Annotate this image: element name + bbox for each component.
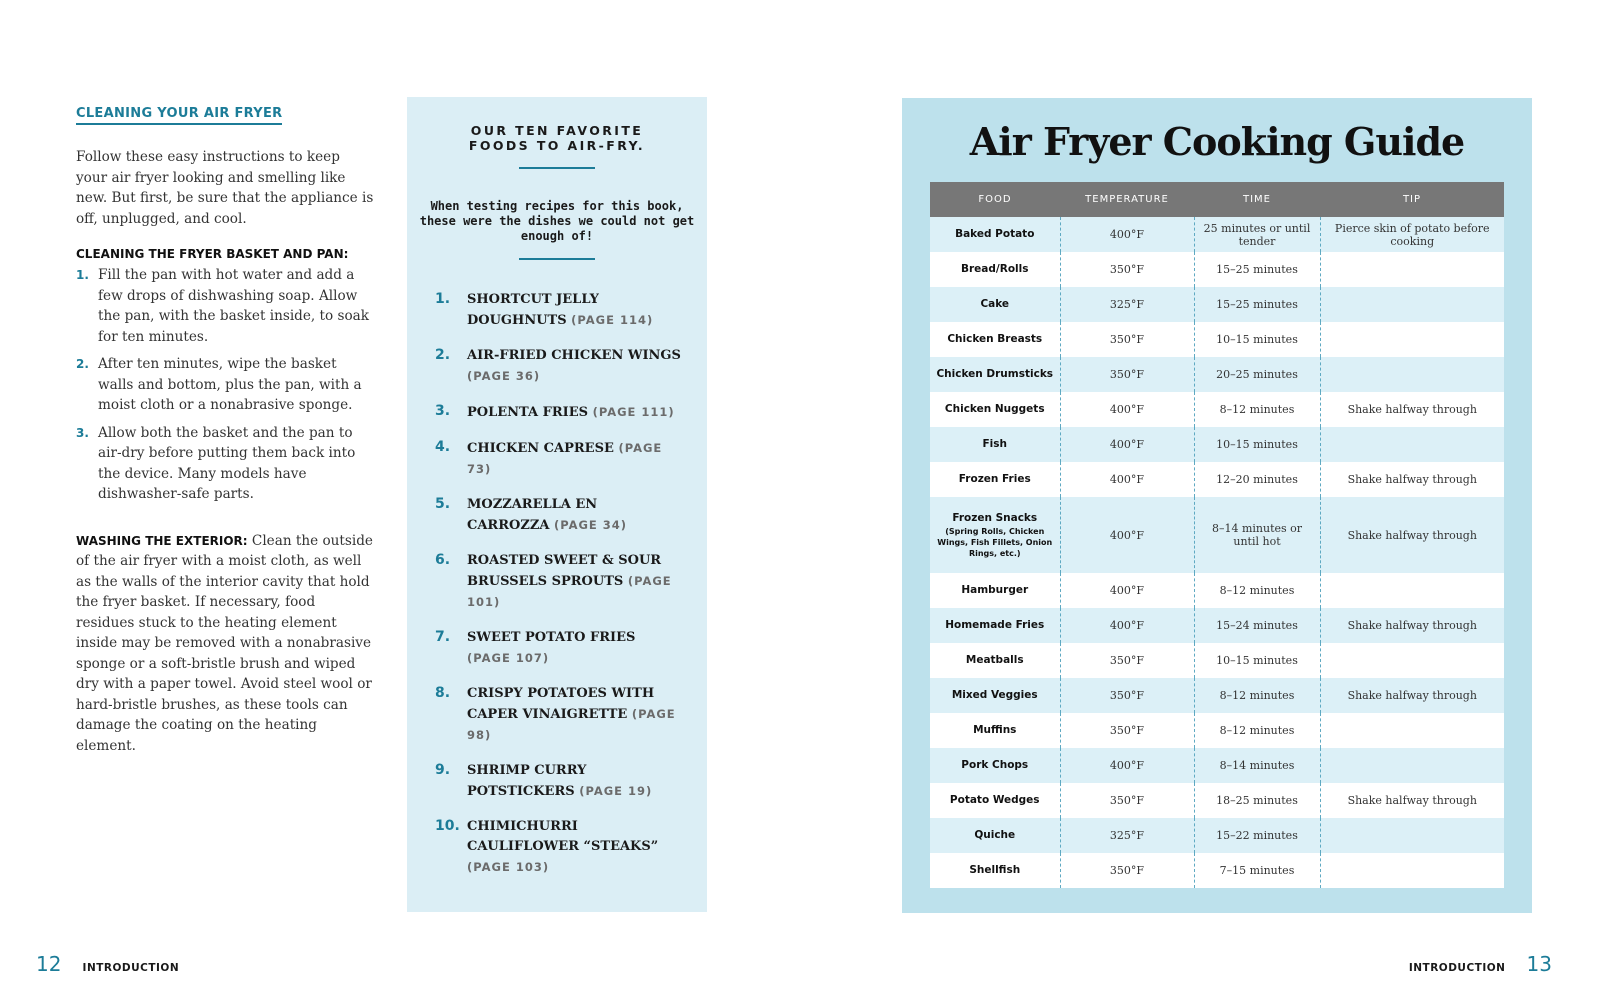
food-name: Baked Potato [955, 228, 1035, 240]
favorite-page: (PAGE 101) [467, 574, 672, 609]
favorite-number: 1. [435, 291, 451, 307]
favorite-page: (PAGE 73) [467, 441, 663, 476]
favorite-name: SWEET POTATO FRIES [467, 630, 636, 645]
table-row [930, 608, 1504, 643]
table-row [930, 713, 1504, 748]
favorite-text [467, 817, 681, 878]
food-cell [930, 217, 1060, 252]
cooking-guide [902, 98, 1532, 913]
time-cell: 8–12 minutes [1194, 713, 1320, 748]
table-row [930, 252, 1504, 287]
step-number: 1. [76, 268, 89, 282]
food-name: Chicken Breasts [947, 333, 1043, 345]
cleaning-steps [76, 265, 374, 505]
temperature-cell: 400°F [1060, 748, 1194, 783]
guide-title: Air Fryer Cooking Guide [969, 119, 1465, 164]
food-name: Muffins [973, 724, 1017, 736]
temperature-cell: 400°F [1060, 217, 1194, 252]
food-cell [930, 357, 1060, 392]
tip-cell: Pierce skin of potato before cooking [1320, 217, 1504, 252]
favorite-name: POLENTA FRIES [467, 405, 589, 420]
food-name: Fish [982, 438, 1007, 450]
favorite-text [467, 628, 681, 669]
time-cell: 10–15 minutes [1194, 322, 1320, 357]
time-cell: 18–25 minutes [1194, 783, 1320, 818]
temperature-cell: 400°F [1060, 427, 1194, 462]
food-note: (Spring Rolls, Chicken Wings, Fish Fillets, Onion Rings, etc.) [937, 526, 1053, 558]
time-cell: 15–25 minutes [1194, 287, 1320, 322]
favorite-name: SHORTCUT JELLY DOUGHNUTS [467, 292, 599, 328]
favorite-page: (PAGE 103) [467, 860, 550, 874]
temperature-cell: 400°F [1060, 608, 1194, 643]
favorite-name: MOZZARELLA EN CARROZZA [467, 497, 598, 533]
tip-cell: Shake halfway through [1320, 678, 1504, 713]
list-item [407, 684, 707, 746]
column-header-temperature: TEMPERATURE [1060, 182, 1194, 217]
favorite-name: CRISPY POTATOES WITH CAPER VINAIGRETTE [467, 686, 655, 722]
food-name: Homemade Fries [945, 619, 1045, 631]
table-row [930, 217, 1504, 252]
food-cell [930, 818, 1060, 853]
washing-text: Clean the outside of the air fryer with a moist cloth, as well as the walls of the interior cavity that hold the fryer basket. If necessary, food residues stuck to the heating element inside may be removed with a nonabrasive sponge or a soft-bristle brush and wiped dry with a paper towel. Avoid steel wool or hard-bristle brushes, as these tools can damage the coating on the heating element. [76, 532, 373, 754]
temperature-cell: 350°F [1060, 853, 1194, 888]
table-row [930, 357, 1504, 392]
temperature-cell: 350°F [1060, 322, 1194, 357]
temperature-cell: 350°F [1060, 678, 1194, 713]
favorite-name: AIR-FRIED CHICKEN WINGS [467, 348, 681, 363]
time-cell: 15–22 minutes [1194, 818, 1320, 853]
food-cell [930, 853, 1060, 888]
favorite-page: (PAGE 114) [571, 313, 654, 327]
food-cell [930, 252, 1060, 287]
list-item [407, 551, 707, 613]
column-header-food: FOOD [930, 182, 1060, 217]
favorite-name: CHIMICHURRI CAULIFLOWER “STEAKS” [467, 819, 659, 854]
tip-cell [1320, 748, 1504, 783]
left-folio [36, 952, 179, 976]
step-text: After ten minutes, wipe the basket walls and bottom, plus the pan, with a moist cloth or a nonabrasive sponge. [98, 356, 362, 413]
table-row [930, 462, 1504, 497]
favorite-page: (PAGE 19) [579, 784, 653, 798]
food-name: Mixed Veggies [951, 689, 1038, 701]
basket-heading: CLEANING THE FRYER BASKET AND PAN: [76, 247, 349, 261]
food-cell [930, 783, 1060, 818]
food-name: Frozen Snacks [952, 511, 1038, 524]
page-number: 12 [36, 952, 62, 976]
favorite-number: 8. [435, 685, 451, 701]
temperature-cell: 400°F [1060, 497, 1194, 573]
temperature-cell: 350°F [1060, 783, 1194, 818]
table-row [930, 427, 1504, 462]
tip-cell [1320, 818, 1504, 853]
cooking-table [930, 182, 1504, 888]
favorite-text [467, 761, 681, 802]
time-cell: 25 minutes or until tender [1194, 217, 1320, 252]
table-row [930, 783, 1504, 818]
intro-paragraph: Follow these easy instructions to keep your air fryer looking and smelling like new. But first, be sure that the appliance is off, unplugged, and cool. [76, 149, 374, 227]
favorite-number: 2. [435, 347, 451, 363]
tip-cell: Shake halfway through [1320, 462, 1504, 497]
favorite-number: 7. [435, 629, 451, 645]
favorite-number: 6. [435, 552, 451, 568]
food-cell [930, 608, 1060, 643]
table-row [930, 643, 1504, 678]
food-name: Chicken Drumsticks [936, 368, 1054, 380]
table-row [930, 818, 1504, 853]
tip-cell: Shake halfway through [1320, 392, 1504, 427]
favorite-number: 3. [435, 403, 451, 419]
favorites-title-line2: FOODS TO AIR-FRY. [468, 138, 646, 153]
time-cell: 20–25 minutes [1194, 357, 1320, 392]
list-item [407, 438, 707, 480]
time-cell: 8–12 minutes [1194, 678, 1320, 713]
list-item [407, 290, 707, 331]
list-item [407, 628, 707, 669]
temperature-cell: 325°F [1060, 818, 1194, 853]
temperature-cell: 350°F [1060, 357, 1194, 392]
food-cell [930, 462, 1060, 497]
food-cell [930, 427, 1060, 462]
list-item [407, 402, 707, 423]
column-header-tip: TIP [1320, 182, 1504, 217]
food-cell [930, 322, 1060, 357]
favorite-text [467, 290, 681, 331]
favorite-text [467, 684, 681, 746]
favorites-subtitle: When testing recipes for this book, these were the dishes we could not get enough of! [419, 199, 695, 243]
favorite-page: (PAGE 111) [592, 405, 675, 419]
list-item [76, 265, 374, 347]
time-cell: 15–25 minutes [1194, 252, 1320, 287]
section-title: CLEANING YOUR AIR FRYER [76, 106, 282, 125]
time-cell: 8–14 minutes or until hot [1194, 497, 1320, 573]
step-number: 3. [76, 425, 89, 440]
food-cell [930, 643, 1060, 678]
favorite-page: (PAGE 107) [467, 651, 550, 665]
temperature-cell: 325°F [1060, 287, 1194, 322]
favorite-number: 4. [435, 439, 451, 455]
tip-cell: Shake halfway through [1320, 783, 1504, 818]
divider [519, 258, 595, 260]
favorite-name: ROASTED SWEET & SOUR BRUSSELS SPROUTS [467, 553, 662, 589]
food-name: Hamburger [961, 584, 1029, 596]
time-cell: 7–15 minutes [1194, 853, 1320, 888]
list-item [407, 761, 707, 802]
tip-cell [1320, 713, 1504, 748]
temperature-cell: 350°F [1060, 713, 1194, 748]
tip-cell [1320, 357, 1504, 392]
food-name: Shellfish [969, 864, 1021, 876]
favorites-title [407, 123, 707, 153]
time-cell: 12–20 minutes [1194, 462, 1320, 497]
favorite-page: (PAGE 34) [553, 518, 628, 532]
favorites-box [407, 97, 707, 912]
table-row [930, 497, 1504, 573]
food-cell [930, 287, 1060, 322]
step-text: Allow both the basket and the pan to air-dry before putting them back into the device. Many models have dishwasher-safe parts. [98, 424, 356, 502]
tip-cell [1320, 853, 1504, 888]
favorite-number: 10. [435, 818, 460, 834]
table-row [930, 853, 1504, 888]
tip-cell: Shake halfway through [1320, 497, 1504, 573]
washing-lead: WASHING THE EXTERIOR: [76, 533, 248, 548]
column-header-time: TIME [1194, 182, 1320, 217]
favorite-text [467, 551, 681, 613]
temperature-cell: 400°F [1060, 392, 1194, 427]
favorite-text [467, 438, 681, 480]
temperature-cell: 350°F [1060, 252, 1194, 287]
food-name: Bread/Rolls [961, 263, 1029, 275]
temperature-cell: 400°F [1060, 462, 1194, 497]
time-cell: 8–14 minutes [1194, 748, 1320, 783]
favorites-title-line1: OUR TEN FAVORITE [470, 123, 644, 138]
time-cell: 8–12 minutes [1194, 392, 1320, 427]
running-head: INTRODUCTION [82, 962, 180, 974]
food-name: Quiche [974, 829, 1016, 841]
food-cell [930, 573, 1060, 608]
favorite-text [467, 495, 681, 536]
food-name: Frozen Fries [958, 473, 1031, 485]
favorite-name: CHICKEN CAPRESE [467, 441, 614, 456]
list-item [76, 354, 374, 416]
list-item [76, 423, 374, 505]
tip-cell [1320, 643, 1504, 678]
favorite-text [467, 402, 681, 423]
cleaning-section [76, 102, 374, 770]
temperature-cell: 350°F [1060, 643, 1194, 678]
table-row [930, 678, 1504, 713]
tip-cell [1320, 573, 1504, 608]
food-name: Chicken Nuggets [944, 403, 1045, 415]
food-name: Meatballs [965, 654, 1024, 666]
food-name: Potato Wedges [949, 794, 1040, 806]
tip-cell: Shake halfway through [1320, 608, 1504, 643]
time-cell: 8–12 minutes [1194, 573, 1320, 608]
favorite-number: 5. [435, 496, 451, 512]
tip-cell [1320, 252, 1504, 287]
list-item [407, 346, 707, 387]
tip-cell [1320, 322, 1504, 357]
food-cell [930, 748, 1060, 783]
running-head: INTRODUCTION [1408, 962, 1506, 974]
right-folio [1409, 952, 1552, 976]
divider [519, 167, 595, 169]
favorite-name: SHRIMP CURRY POTSTICKERS [467, 763, 587, 799]
temperature-cell: 400°F [1060, 573, 1194, 608]
table-row [930, 287, 1504, 322]
page-number: 13 [1526, 952, 1552, 976]
table-row [930, 322, 1504, 357]
table-row [930, 573, 1504, 608]
washing-paragraph [76, 531, 374, 757]
tip-cell [1320, 427, 1504, 462]
food-cell [930, 713, 1060, 748]
food-cell [930, 678, 1060, 713]
food-cell [930, 497, 1060, 573]
list-item [407, 495, 707, 536]
table-row [930, 392, 1504, 427]
time-cell: 15–24 minutes [1194, 608, 1320, 643]
tip-cell [1320, 287, 1504, 322]
food-cell [930, 392, 1060, 427]
time-cell: 10–15 minutes [1194, 427, 1320, 462]
favorite-page: (PAGE 98) [467, 707, 676, 742]
favorites-list [407, 290, 707, 878]
food-name: Cake [980, 298, 1010, 310]
favorite-text [467, 346, 681, 387]
list-item [407, 817, 707, 878]
favorite-page: (PAGE 36) [467, 369, 541, 383]
step-text: Fill the pan with hot water and add a few drops of dishwashing soap. Allow the pan, with the basket inside, to soak for ten minutes. [98, 267, 370, 345]
favorite-number: 9. [435, 762, 451, 778]
time-cell: 10–15 minutes [1194, 643, 1320, 678]
table-header-row [930, 182, 1504, 217]
food-name: Pork Chops [961, 759, 1029, 771]
step-number: 2. [76, 357, 89, 371]
table-row [930, 748, 1504, 783]
